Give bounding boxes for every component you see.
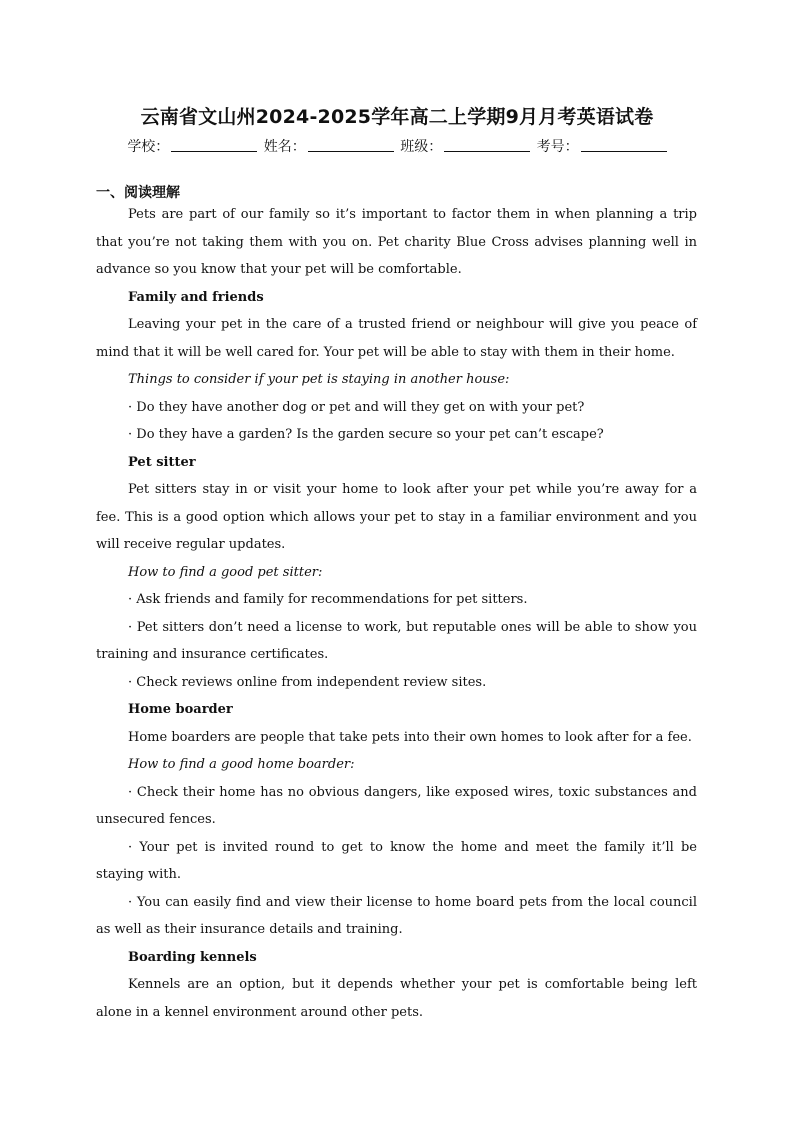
intro-paragraph: Pets are part of our family so it’s important to factor them in when planning a trip that you’re not taking them with you on. Pet charity Blue Cross advises planning well in advance so you know that your pet will be comfortable. (96, 207, 697, 277)
section-heading: 一、阅读理解 (96, 185, 180, 201)
kennels-paragraph: Kennels are an option, but it depends whether your pet is comfortable being left alone in a kennel environment around other pets. (96, 977, 697, 1020)
family-bullet: · Do they have a garden? Is the garden secure so your pet can’t escape? (128, 427, 604, 442)
school-field (127, 136, 257, 156)
kennels-heading: Boarding kennels (128, 949, 257, 965)
boarder-bullet: · Check their home has no obvious dangers, like exposed wires, toxic substances and unsecured fences. (96, 784, 697, 827)
sitter-bullet: · Ask friends and family for recommendations for pet sitters. (128, 592, 528, 607)
sitter-bullet: · Check reviews online from independent review sites. (128, 674, 487, 690)
boarder-paragraph: Home boarders are people that take pets into their own homes to look after for a fee. (128, 729, 692, 745)
sitter-how: How to find a good pet sitter: (128, 564, 323, 580)
sitter-heading: Pet sitter (128, 454, 196, 470)
student-info-row (0, 136, 794, 156)
family-bullet: · Do they have another dog or pet and will they get on with your pet? (128, 399, 585, 415)
class-blank[interactable] (444, 139, 530, 152)
number-field (537, 136, 667, 156)
class-label: 班级： (400, 139, 443, 155)
boarder-how: How to find a good home boarder: (128, 757, 355, 772)
family-consider: Things to consider if your pet is staying in another house: (128, 372, 510, 387)
boarder-heading: Home boarder (128, 702, 233, 717)
school-label: 学校： (127, 139, 170, 155)
boarder-bullet: · Your pet is invited round to get to know the home and meet the family it’ll be staying with. (96, 839, 697, 882)
boarder-bullet: · You can easily find and view their license to home board pets from the local council as well as their insurance details and training. (96, 894, 697, 937)
reading-passage (96, 201, 697, 1026)
number-label: 考号： (536, 139, 579, 155)
family-heading: Family and friends (128, 289, 264, 305)
class-field (400, 136, 530, 156)
school-blank[interactable] (171, 139, 257, 152)
family-paragraph: Leaving your pet in the care of a trusted friend or neighbour will give you peace of mind that it will be well cared for. Your pet will be able to stay with them in their home. (96, 317, 697, 360)
sitter-paragraph: Pet sitters stay in or visit your home to look after your pet while you’re away for a fee. This is a good option which allows your pet to stay in a familiar environment and you will receive regular updates. (96, 482, 697, 552)
exam-title: 云南省文山州2024-2025学年高二上学期9月月考英语试卷 (140, 106, 654, 128)
name-blank[interactable] (308, 139, 394, 152)
sitter-bullet: · Pet sitters don’t need a license to work, but reputable ones will be able to show you training and insurance certificates. (96, 619, 697, 662)
name-label: 姓名： (263, 139, 306, 155)
number-blank[interactable] (581, 139, 667, 152)
name-field (264, 136, 394, 156)
